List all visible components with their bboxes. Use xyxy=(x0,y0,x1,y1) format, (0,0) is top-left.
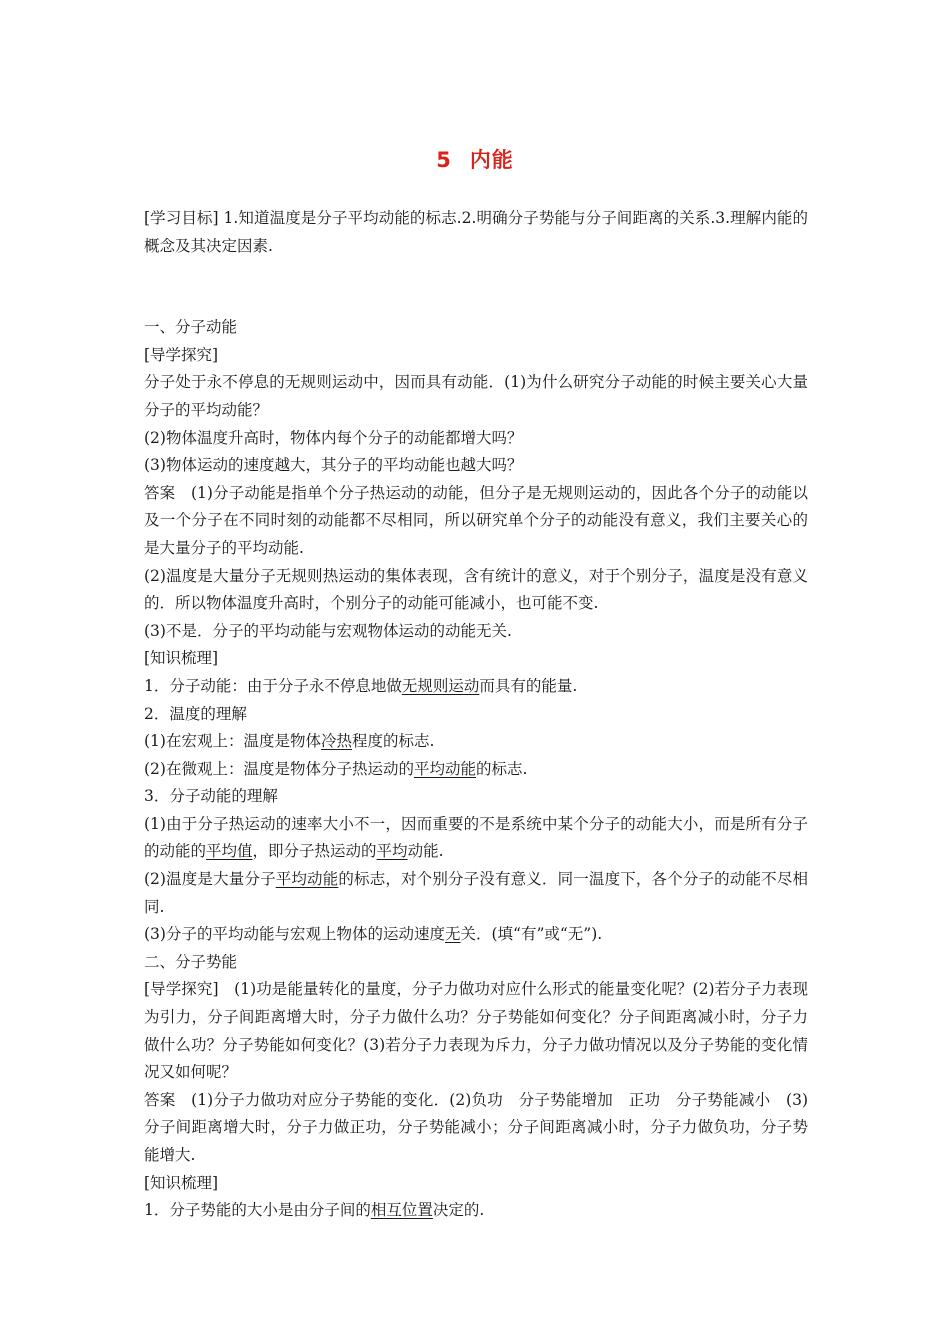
knowledge-label: [知识梳理] xyxy=(144,649,219,668)
fill-blank: 平均动能 xyxy=(275,870,339,889)
knowledge-label-2: [知识梳理] xyxy=(144,1173,219,1192)
answer-3: (3)不是．分子的平均动能与宏观物体运动的动能无关. xyxy=(144,621,512,640)
knowledge-item-2-1: (1)在宏观上：温度是物体冷热程度的标志. xyxy=(144,732,435,751)
answer-2: (2)温度是大量分子无规则热运动的集体表现，含有统计的意义，对于个别分子，温度是没有意义的．所以物体温度升高时，个别分子的动能可能减小，也可能不变. xyxy=(144,566,808,613)
knowledge-item-3-1: (1)由于分子热运动的速率大小不一，因而重要的不是系统中某个分子的动能大小，而是所有分子的动能的平均值，即分子热运动的平均动能. xyxy=(144,814,808,861)
guide-inquiry-2: [导学探究] (1)功是能量转化的量度，分子力做功对应什么形式的能量变化呢？(2)若分子力表现为引力，分子间距离增大时，分子力做什么功？分子势能如何变化？分子间距离减小时，分子力做什么功？分子势能如何变化？(3)若分子力表现为斥力，分子力做功情况以及分子势能的变化情况又如何呢？ xyxy=(144,980,808,1082)
knowledge-item-s2-1: 1．分子势能的大小是由分子间的相互位置决定的. xyxy=(144,1201,485,1220)
fill-blank: 冷热 xyxy=(320,732,352,751)
fill-blank: 无规则运动 xyxy=(401,676,480,695)
section-1-heading: 一、分子动能 xyxy=(144,318,238,337)
guide-question-1: 分子处于永不停息的无规则运动中，因而具有动能．(1)为什么研究分子动能的时候主要关心大量分子的平均动能？ xyxy=(144,373,808,419)
knowledge-item-2-2: (2)在微观上：温度是物体分子热运动的平均动能的标志. xyxy=(144,759,528,778)
answer-section-2: 答案 (1)分子力做功对应分子势能的变化．(2)负功 分子势能增加 正功 分子势能减小 (3)分子间距离增大时，分子力做正功，分子势能减小；分子间距离减小时，分子力做负功，分子势能增大. xyxy=(144,1090,808,1164)
knowledge-item-1: 1．分子动能：由于分子永不停息地做无规则运动而具有的能量. xyxy=(144,676,578,695)
fill-blank: 相互位置 xyxy=(370,1201,433,1220)
guide-label: [导学探究] xyxy=(144,345,219,364)
answer-1: 答案 (1)分子动能是指单个分子热运动的动能，但分子是无规则运动的，因此各个分子的动能以及一个分子在不同时刻的动能都不尽相同，所以研究单个分子的动能没有意义，我们主要关心的是大量分子的平均动能. xyxy=(144,483,808,557)
fill-blank: 平均 xyxy=(376,842,408,861)
knowledge-item-3: 3．分子动能的理解 xyxy=(144,787,278,806)
document-body xyxy=(144,205,808,1225)
page-title xyxy=(0,144,950,174)
title-text: 内能 xyxy=(469,148,514,172)
fill-blank: 平均动能 xyxy=(413,759,476,778)
learning-objectives: [学习目标] 1.知道温度是分子平均动能的标志.2.明确分子势能与分子间距离的关系.3.理解内能的概念及其决定因素. xyxy=(144,209,808,255)
fill-blank: 无 xyxy=(444,925,461,944)
section-number: 5 xyxy=(436,148,452,172)
knowledge-item-3-2: (2)温度是大量分子平均动能的标志，对个别分子没有意义．同一温度下，各个分子的动能不尽相同. xyxy=(144,870,808,916)
knowledge-item-3-3: (3)分子的平均动能与宏观上物体的运动速度无关．(填“有”或“无”). xyxy=(144,925,603,944)
guide-question-3: (3)物体运动的速度越大，其分子的平均动能也越大吗？ xyxy=(144,456,523,475)
section-2-heading: 二、分子势能 xyxy=(144,952,238,971)
knowledge-item-2: 2．温度的理解 xyxy=(144,704,247,723)
fill-blank: 平均值 xyxy=(206,842,253,861)
guide-question-2: (2)物体温度升高时，物体内每个分子的动能都增大吗？ xyxy=(144,428,523,447)
